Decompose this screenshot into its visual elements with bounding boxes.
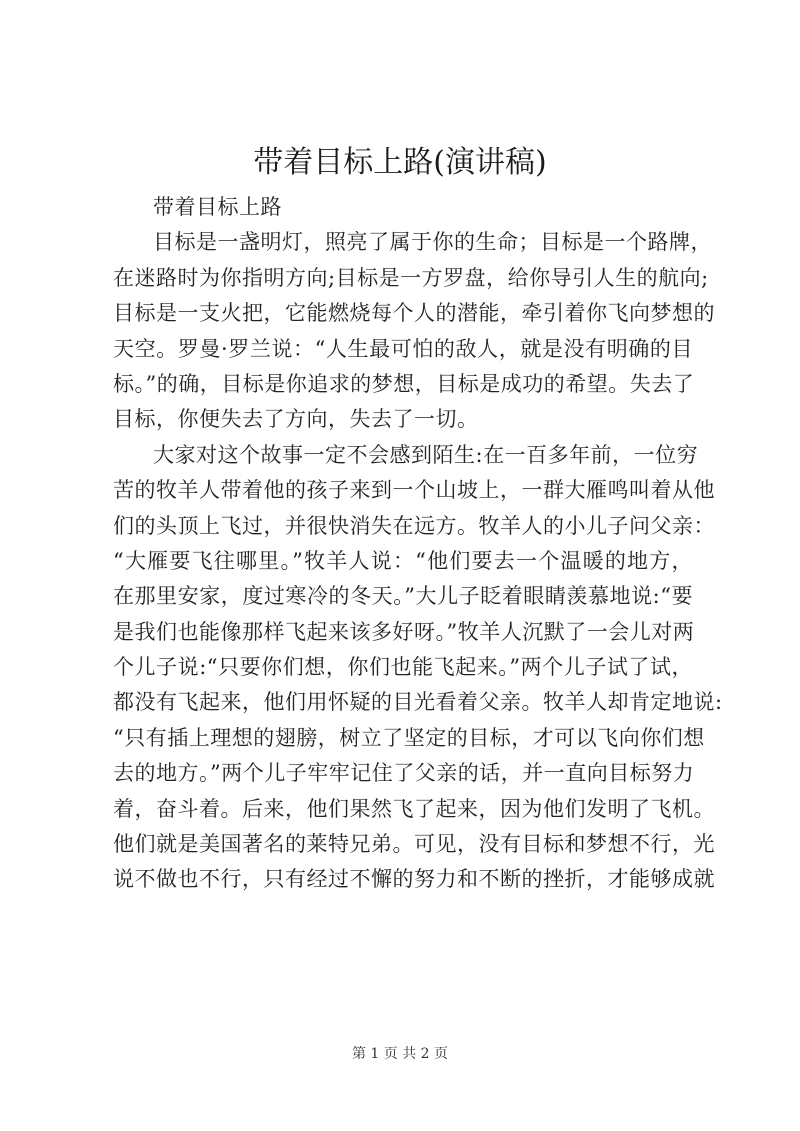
text-line: 目标是一支火把，它能燃烧每个人的潜能，牵引着你飞向梦想的 <box>113 301 715 326</box>
text-line: 们的头顶上飞过，并很快消失在远方。牧羊人的小儿子问父亲： <box>113 513 715 538</box>
text-line: “只有插上理想的翅膀，树立了坚定的目标，才可以飞向你们想 <box>113 725 705 750</box>
text-line: 大家对这个故事一定不会感到陌生:在一百多年前，一位穷 <box>153 442 699 467</box>
text-line: 是我们也能像那样飞起来该多好呀。”牧羊人沉默了一会儿对两 <box>113 619 695 644</box>
text-line: 苦的牧羊人带着他的孩子来到一个山坡上，一群大雁鸣叫着从他 <box>113 478 715 503</box>
text-line: 个儿子说:“只要你们想，你们也能飞起来。”两个儿子试了试， <box>113 655 693 680</box>
text-line: 去的地方。”两个儿子牢牢记住了父亲的话，并一直向目标努力 <box>113 761 695 786</box>
text-line: 目标，你便失去了方向，失去了一切。 <box>113 407 479 432</box>
page-footer: 第 1 页 共 2 页 <box>351 1046 449 1062</box>
text-line: 目标是一盏明灯，照亮了属于你的生命；目标是一个路牌， <box>153 230 712 255</box>
text-line: 在迷路时为你指明方向;目标是一方罗盘，给你导引人生的航向; <box>113 265 709 290</box>
text-line: 天空。罗曼·罗兰说：“人生最可怕的敌人，就是没有明确的目 <box>113 336 693 361</box>
document-title: 带着目标上路(演讲稿) <box>253 145 547 180</box>
text-line: “大雁要飞往哪里。”牧羊人说：“他们要去一个温暖的地方， <box>113 548 693 573</box>
text-line: 说不做也不行，只有经过不懈的努力和不断的挫折，才能够成就 <box>113 867 715 892</box>
text-line: 着，奋斗着。后来，他们果然飞了起来，因为他们发明了飞机。 <box>113 796 715 821</box>
document-body <box>113 190 723 898</box>
text-line: 标。”的确，目标是你追求的梦想，目标是成功的希望。失去了 <box>113 371 695 396</box>
text-line: 在那里安家，度过寒冷的冬天。”大儿子眨着眼睛羡慕地说:“要 <box>113 584 693 609</box>
text-line: 带着目标上路 <box>153 195 282 219</box>
text-line: 他们就是美国著名的莱特兄弟。可见，没有目标和梦想不行，光 <box>113 832 715 857</box>
text-line: 都没有飞起来，他们用怀疑的目光看着父亲。牧羊人却肯定地说: <box>113 690 723 715</box>
